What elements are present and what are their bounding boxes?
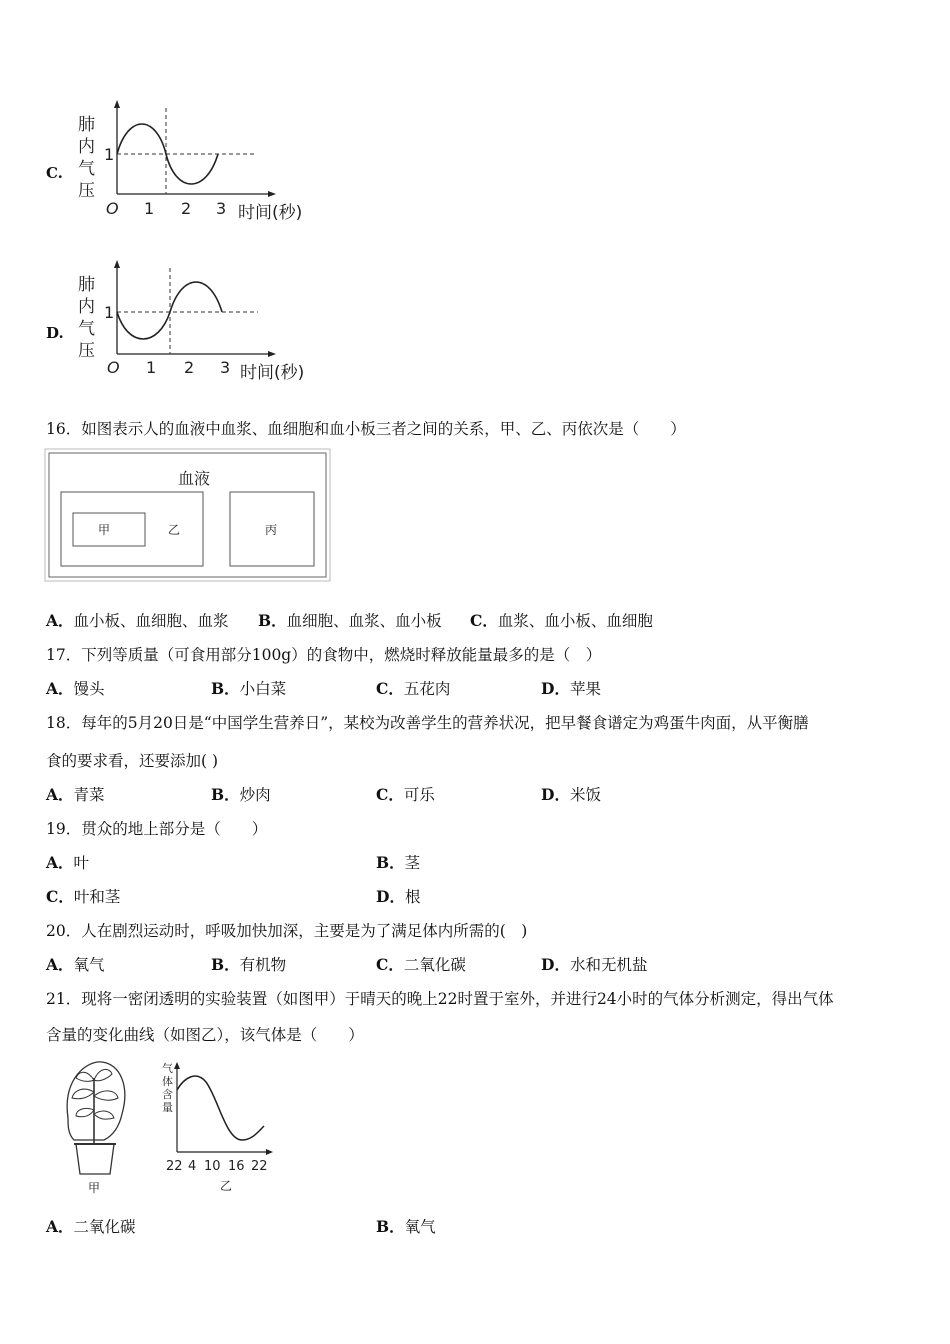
graph-c <box>70 100 340 230</box>
q18-option-c-text: 可乐 <box>403 786 435 804</box>
q20-option-c-text: 二氧化碳 <box>403 956 466 974</box>
graph-d-ylabel-4: 压 <box>78 341 95 361</box>
q17-option-c-letter: C． <box>376 679 404 698</box>
q19-option-d-letter: D． <box>376 887 405 906</box>
bing-label: 丙 <box>265 523 278 537</box>
q19-option-b[interactable] <box>376 852 420 874</box>
q17-option-b-letter: B． <box>211 679 240 698</box>
jia-label: 甲 <box>98 523 111 537</box>
graph-d-xtick-1: 1 <box>146 358 157 377</box>
q19-option-c-text: 叶和茎 <box>73 888 121 906</box>
yi-ylabel-2: 体 <box>162 1075 173 1088</box>
q18-option-b[interactable] <box>211 784 271 806</box>
yi-curve <box>177 1076 264 1140</box>
q20-option-b-text: 有机物 <box>239 956 287 974</box>
graph-c-xlabel: 时间(秒) <box>238 203 303 223</box>
q20-stem: 20．人在剧烈运动时，呼吸加快加深，主要是为了满足体内所需的( ) <box>46 922 528 940</box>
option-c-label: C. <box>46 164 63 182</box>
q20-option-d-letter: D． <box>541 955 570 974</box>
q19-option-a-letter: A． <box>46 853 74 872</box>
q16-option-c[interactable] <box>470 610 653 632</box>
yi-ylabel-3: 含 <box>162 1088 173 1101</box>
q20-option-b[interactable] <box>211 954 286 976</box>
q18-option-a[interactable] <box>46 784 105 806</box>
q18-option-c[interactable] <box>376 784 435 806</box>
q18-stem-line1: 18．每年的5月20日是“中国学生营养日”，某校为改善学生的营养状况，把早餐食谱定为鸡蛋牛肉面，从平衡膳 <box>46 714 809 732</box>
yi-label: 乙 <box>168 523 181 537</box>
q16-option-c-letter: C． <box>470 611 498 630</box>
bell-jar <box>67 1062 125 1140</box>
q16-option-c-text: 血浆、血小板、血细胞 <box>497 612 653 630</box>
graph-c-xtick-1: 1 <box>144 199 155 218</box>
graph-d <box>70 260 340 390</box>
q17-option-a[interactable] <box>46 678 105 700</box>
q16-option-b[interactable] <box>258 610 442 632</box>
q16-option-a-text: 血小板、血细胞、血浆 <box>73 612 229 630</box>
blood-label: 血液 <box>178 469 211 488</box>
q19-option-d[interactable] <box>376 886 420 908</box>
yi-xtick-4: 16 <box>228 1159 245 1174</box>
q19-option-c[interactable] <box>46 886 120 908</box>
graph-d-ytick: 1 <box>104 303 115 322</box>
graph-c-xtick-2: 2 <box>181 199 192 218</box>
q19-option-c-letter: C． <box>46 887 74 906</box>
q17-option-c-text: 五花肉 <box>403 680 451 698</box>
q18-option-b-text: 炒肉 <box>239 786 271 804</box>
yi-xtick-2: 4 <box>188 1159 197 1174</box>
q20-option-c-letter: C． <box>376 955 404 974</box>
q18-option-d-letter: D． <box>541 785 570 804</box>
graph-d-ylabel-3: 气 <box>78 319 95 339</box>
yi-ylabel-4: 量 <box>162 1101 173 1114</box>
q19-option-a[interactable] <box>46 852 89 874</box>
graph-c-ytick: 1 <box>104 145 115 164</box>
yi-xtick-3: 10 <box>204 1159 221 1174</box>
q18-option-a-letter: A． <box>46 785 74 804</box>
q16-stem: 16．如图表示人的血液中血浆、血细胞和血小板三者之间的关系，甲、乙、丙依次是（ ） <box>46 420 686 438</box>
graph-d-xtick-2: 2 <box>184 358 195 377</box>
q16-option-a[interactable] <box>46 610 229 632</box>
graph-c-ylabel-3: 气 <box>78 159 95 179</box>
flower-pot <box>76 1144 114 1174</box>
q20-option-d-text: 水和无机盐 <box>569 956 648 974</box>
graph-d-xlabel: 时间(秒) <box>240 363 305 383</box>
yi-ylabel-1: 气 <box>162 1062 173 1075</box>
graph-d-xtick-3: 3 <box>220 358 231 377</box>
option-d-label: D. <box>46 324 64 342</box>
q16-option-a-letter: A． <box>46 611 74 630</box>
q17-option-d[interactable] <box>541 678 601 700</box>
q20-option-a-letter: A． <box>46 955 74 974</box>
q19-option-a-text: 叶 <box>73 854 90 872</box>
q21-option-b[interactable] <box>376 1216 436 1238</box>
q21-stem-line2: 含量的变化曲线（如图乙），该气体是（ ） <box>46 1026 364 1044</box>
graph-d-origin: O <box>107 358 120 377</box>
q20-option-d[interactable] <box>541 954 647 976</box>
jia-caption: 甲 <box>88 1181 101 1195</box>
q20-option-c[interactable] <box>376 954 466 976</box>
q21-figure-jia <box>58 1058 138 1198</box>
q18-option-d-text: 米饭 <box>569 786 601 804</box>
q18-option-d[interactable] <box>541 784 601 806</box>
box-yi <box>61 492 203 566</box>
q19-option-d-text: 根 <box>404 888 421 906</box>
graph-d-ylabel-1: 肺 <box>78 275 95 295</box>
q17-option-b[interactable] <box>211 678 286 700</box>
q17-option-a-text: 馒头 <box>73 680 105 698</box>
q19-option-b-letter: B． <box>376 853 405 872</box>
q21-figure-yi <box>158 1060 288 1198</box>
q17-stem: 17．下列等质量（可食用部分100g）的食物中，燃烧时释放能量最多的是（ ） <box>46 646 602 664</box>
graph-c-origin: O <box>106 199 119 218</box>
q18-stem-line2: 食的要求看，还要添加( ) <box>46 752 219 770</box>
q21-option-b-text: 氧气 <box>404 1218 436 1236</box>
q17-option-c[interactable] <box>376 678 450 700</box>
q17-option-a-letter: A． <box>46 679 74 698</box>
q16-option-b-text: 血细胞、血浆、血小板 <box>286 612 442 630</box>
q21-option-a-letter: A． <box>46 1217 74 1236</box>
q17-option-d-letter: D． <box>541 679 570 698</box>
yi-xtick-1: 22 <box>166 1159 183 1174</box>
q18-option-b-letter: B． <box>211 785 240 804</box>
graph-d-ylabel-2: 内 <box>78 297 95 317</box>
graph-c-ylabel-2: 内 <box>78 137 95 157</box>
q21-stem-line1: 21．现将一密闭透明的实验装置（如图甲）于晴天的晚上22时置于室外，并进行24小时的气体分析测定，得出气体 <box>46 990 834 1008</box>
q17-option-b-text: 小白菜 <box>239 680 287 698</box>
q18-option-c-letter: C． <box>376 785 404 804</box>
q20-option-a-text: 氧气 <box>73 956 105 974</box>
q21-option-a-text: 二氧化碳 <box>73 1218 136 1236</box>
yi-caption: 乙 <box>220 1179 233 1193</box>
q20-option-b-letter: B． <box>211 955 240 974</box>
q21-option-b-letter: B． <box>376 1217 405 1236</box>
q18-option-a-text: 青菜 <box>73 786 105 804</box>
q20-option-a[interactable] <box>46 954 105 976</box>
q17-option-d-text: 苹果 <box>569 680 601 698</box>
q21-option-a[interactable] <box>46 1216 136 1238</box>
graph-c-ylabel-1: 肺 <box>78 115 95 135</box>
graph-c-ylabel-4: 压 <box>78 181 95 201</box>
yi-xtick-5: 22 <box>251 1159 268 1174</box>
graph-c-xtick-3: 3 <box>216 199 227 218</box>
q19-option-b-text: 茎 <box>404 854 421 872</box>
q19-stem: 19．贯众的地上部分是（ ） <box>46 820 268 838</box>
q16-option-b-letter: B． <box>258 611 287 630</box>
q16-blood-diagram <box>44 448 334 584</box>
